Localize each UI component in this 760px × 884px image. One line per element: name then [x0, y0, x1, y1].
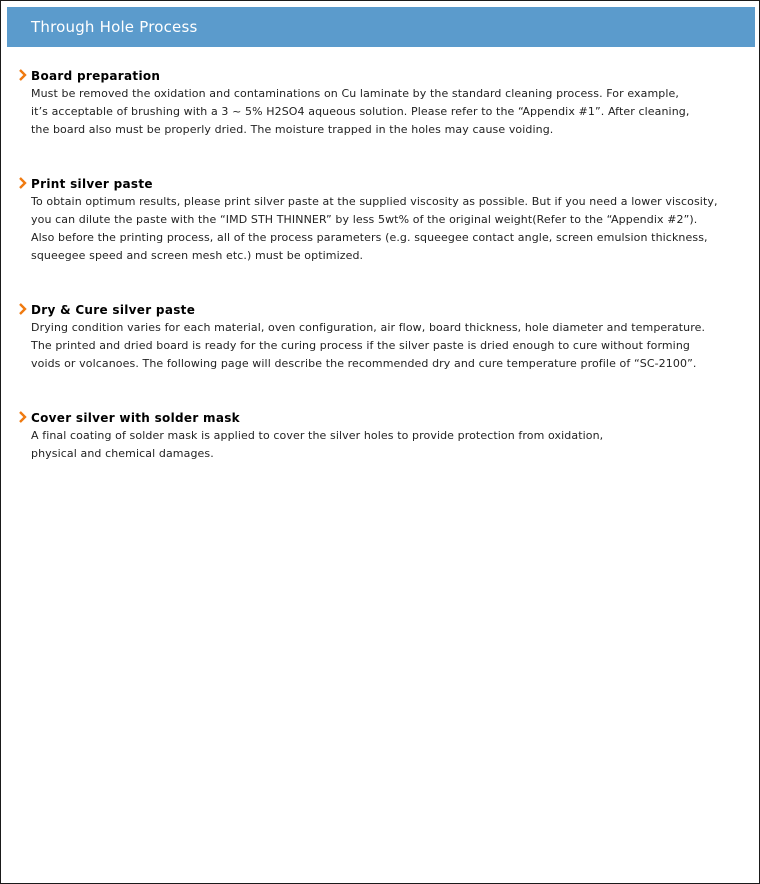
chevron-right-icon	[17, 410, 27, 424]
paragraph-line: squeegee speed and screen mesh etc.) must be optimized.	[31, 249, 364, 262]
section-title: Print silver paste	[31, 177, 153, 191]
paragraph-line: Also before the printing process, all of the process parameters (e.g. squeegee contact angle, screen emulsion thickness,	[31, 231, 708, 244]
paragraph-line: the board also must be properly dried. The moisture trapped in the holes may cause voiding.	[31, 123, 554, 136]
paragraph-line: you can dilute the paste with the “IMD STH THINNER” by less 5wt% of the original weight(Refer to the “Appendix #2”).	[31, 213, 698, 226]
section-title: Cover silver with solder mask	[31, 411, 240, 425]
paragraph-line: Drying condition varies for each material, oven configuration, air flow, board thickness, hole diameter and temperature.	[31, 321, 706, 334]
section-heading	[1, 409, 759, 427]
section-heading	[1, 175, 759, 193]
paragraph-line: physical and chemical damages.	[31, 447, 214, 460]
paragraph-line: Must be removed the oxidation and contaminations on Cu laminate by the standard cleaning process. For example,	[31, 87, 679, 100]
header-bar	[7, 7, 755, 47]
section-title: Dry & Cure silver paste	[31, 303, 196, 317]
section-dry-cure-silver-paste	[1, 301, 759, 373]
paragraph-line: voids or volcanoes. The following page will describe the recommended dry and cure temperature profile of “SC-2100”.	[31, 357, 697, 370]
chevron-right-icon	[17, 176, 27, 190]
paragraph-line: it’s acceptable of brushing with a 3 ~ 5% H2SO4 aqueous solution. Please refer to the “Appendix #1”. After cleaning,	[31, 105, 690, 118]
paragraph-line: A final coating of solder mask is applied to cover the silver holes to provide protection from oxidation,	[31, 429, 604, 442]
content-area	[1, 67, 759, 499]
section-board-preparation	[1, 67, 759, 139]
page-title: Through Hole Process	[31, 18, 198, 36]
section-heading	[1, 301, 759, 319]
paragraph-line: To obtain optimum results, please print silver paste at the supplied viscosity as possible. But if you need a lower viscosity,	[31, 195, 718, 208]
section-heading	[1, 67, 759, 85]
section-title: Board preparation	[31, 69, 161, 83]
chevron-right-icon	[17, 302, 27, 316]
paragraph-line: The printed and dried board is ready for the curing process if the silver paste is dried enough to cure without forming	[31, 339, 690, 352]
section-print-silver-paste	[1, 175, 759, 265]
chevron-right-icon	[17, 68, 27, 82]
section-cover-silver-solder-mask	[1, 409, 759, 463]
